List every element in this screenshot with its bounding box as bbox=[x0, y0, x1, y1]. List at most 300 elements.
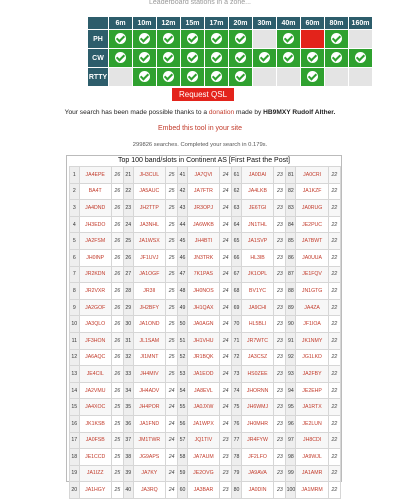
callsign-link[interactable]: JA6AQC bbox=[79, 349, 111, 366]
callsign-link[interactable]: JA1OGF bbox=[133, 266, 165, 283]
table-row bbox=[70, 216, 341, 233]
callsign-link[interactable]: JA0DIN bbox=[241, 482, 273, 499]
slot-count: 24 bbox=[220, 183, 232, 200]
slot-count: 22 bbox=[328, 316, 340, 333]
rank-cell: 82 bbox=[286, 183, 296, 200]
callsign-link[interactable]: JA1OND bbox=[133, 316, 165, 333]
check-icon bbox=[259, 52, 270, 63]
rank-cell: 4 bbox=[70, 216, 80, 233]
rank-cell: 47 bbox=[178, 266, 188, 283]
callsign-link[interactable]: JK1KSB bbox=[79, 415, 111, 432]
rank-cell: 67 bbox=[232, 266, 242, 283]
callsign-link[interactable]: JF3HON bbox=[79, 332, 111, 349]
check-icon bbox=[163, 71, 174, 82]
slot-count: 22 bbox=[328, 465, 340, 482]
slot-count: 24 bbox=[220, 249, 232, 266]
rank-cell: 59 bbox=[178, 465, 188, 482]
callsign-link[interactable]: JA5AUC bbox=[133, 183, 165, 200]
callsign-link[interactable]: JN3TRK bbox=[187, 249, 219, 266]
rank-cell: 100 bbox=[286, 482, 296, 499]
check-icon bbox=[139, 52, 150, 63]
callsign-link[interactable]: JF1IOA bbox=[296, 316, 328, 333]
rank-cell: 90 bbox=[286, 316, 296, 333]
callsign-link[interactable]: JL1SAM bbox=[133, 332, 165, 349]
slot-count: 26 bbox=[111, 366, 123, 383]
rank-cell: 42 bbox=[178, 183, 188, 200]
confirmed-cell bbox=[109, 30, 133, 49]
confirmed-cell bbox=[205, 49, 229, 68]
rank-cell: 53 bbox=[178, 366, 188, 383]
slot-count: 23 bbox=[274, 349, 286, 366]
check-icon bbox=[331, 52, 342, 63]
callsign-link[interactable]: JE2PUC bbox=[296, 216, 328, 233]
callsign-link[interactable]: JA1FND bbox=[133, 415, 165, 432]
callsign-link[interactable]: JA2FSM bbox=[79, 233, 111, 250]
callsign-link[interactable]: JM1TWR bbox=[133, 432, 165, 449]
rank-cell: 73 bbox=[232, 366, 242, 383]
empty-cell bbox=[253, 68, 277, 87]
rank-cell: 7 bbox=[70, 266, 80, 283]
callsign-link[interactable]: JH1VHU bbox=[187, 332, 219, 349]
band-header-5: 20m bbox=[229, 17, 253, 30]
slot-count: 23 bbox=[274, 283, 286, 300]
callsign-link[interactable]: HL5BLI bbox=[241, 316, 273, 333]
callsign-link[interactable]: JH4POR bbox=[133, 399, 165, 416]
callsign-link[interactable]: JHORNN bbox=[241, 382, 273, 399]
callsign-link[interactable]: JH3CUL bbox=[133, 167, 165, 184]
slot-count: 24 bbox=[220, 283, 232, 300]
rank-cell: 45 bbox=[178, 233, 188, 250]
rank-cell: 77 bbox=[232, 432, 242, 449]
callsign-link[interactable]: JH8CDI bbox=[296, 432, 328, 449]
slot-count: 25 bbox=[111, 465, 123, 482]
confirmed-cell bbox=[277, 30, 301, 49]
rank-cell: 69 bbox=[232, 299, 242, 316]
rank-cell: 27 bbox=[124, 266, 134, 283]
callsign-link[interactable]: JA0DAI bbox=[241, 167, 273, 184]
rank-cell: 13 bbox=[70, 366, 80, 383]
mode-label: CW bbox=[88, 49, 109, 68]
slot-count: 23 bbox=[274, 249, 286, 266]
rank-cell: 60 bbox=[178, 482, 188, 499]
check-icon bbox=[211, 33, 222, 44]
slot-count: 23 bbox=[274, 482, 286, 499]
callsign-link[interactable]: JH0INP bbox=[79, 249, 111, 266]
table-row bbox=[70, 183, 341, 200]
slot-count: 25 bbox=[166, 316, 178, 333]
donor-name: HB9MXY Rudolf Alther. bbox=[263, 109, 336, 116]
rank-cell: 51 bbox=[178, 332, 188, 349]
table-row bbox=[70, 349, 341, 366]
callsign-link[interactable]: JA0RUG bbox=[296, 200, 328, 217]
callsign-link[interactable]: JA1IZZ bbox=[79, 465, 111, 482]
callsign-link[interactable]: JA9WJL bbox=[296, 449, 328, 466]
check-icon bbox=[355, 52, 366, 63]
rank-cell: 25 bbox=[124, 233, 134, 250]
callsign-link[interactable]: JG9APS bbox=[133, 449, 165, 466]
slot-count: 22 bbox=[328, 399, 340, 416]
slot-count: 22 bbox=[328, 200, 340, 217]
callsign-link[interactable]: JI1MNT bbox=[133, 349, 165, 366]
slot-count: 22 bbox=[328, 482, 340, 499]
slot-count: 26 bbox=[111, 332, 123, 349]
confirmed-cell bbox=[133, 68, 157, 87]
callsign-link[interactable]: JH4ADV bbox=[133, 382, 165, 399]
callsign-link[interactable]: JA3RQ bbox=[133, 482, 165, 499]
callsign-link[interactable]: JA0UUA bbox=[296, 249, 328, 266]
rank-cell: 68 bbox=[232, 283, 242, 300]
callsign-link[interactable]: HS0ZEE bbox=[241, 366, 273, 383]
callsign-link[interactable]: JA7AUM bbox=[187, 449, 219, 466]
confirmed-cell bbox=[229, 30, 253, 49]
rank-cell: 66 bbox=[232, 249, 242, 266]
confirmed-cell bbox=[277, 49, 301, 68]
check-icon bbox=[187, 33, 198, 44]
slot-count: 23 bbox=[274, 415, 286, 432]
callsign-link[interactable]: JR4FYW bbox=[241, 432, 273, 449]
slot-count: 24 bbox=[220, 382, 232, 399]
rank-cell: 38 bbox=[124, 449, 134, 466]
slot-count: 23 bbox=[274, 316, 286, 333]
slot-count: 23 bbox=[220, 432, 232, 449]
slot-count: 23 bbox=[274, 266, 286, 283]
slot-count: 26 bbox=[111, 200, 123, 217]
callsign-link[interactable]: JE2EHP bbox=[296, 382, 328, 399]
rank-cell: 14 bbox=[70, 382, 80, 399]
rank-cell: 78 bbox=[232, 449, 242, 466]
slot-count: 22 bbox=[328, 449, 340, 466]
slot-count: 25 bbox=[166, 266, 178, 283]
callsign-link[interactable]: JA0CRI bbox=[296, 167, 328, 184]
check-icon bbox=[235, 52, 246, 63]
callsign-link[interactable]: JQ1TIV bbox=[187, 432, 219, 449]
slot-count: 25 bbox=[166, 233, 178, 250]
slot-count: 23 bbox=[274, 299, 286, 316]
confirmed-cell bbox=[229, 49, 253, 68]
rank-cell: 80 bbox=[232, 482, 242, 499]
check-icon bbox=[115, 33, 126, 44]
check-icon bbox=[307, 71, 318, 82]
callsign-link[interactable]: JA3NHL bbox=[133, 216, 165, 233]
callsign-link[interactable]: JA7BWT bbox=[296, 233, 328, 250]
rank-cell: 5 bbox=[70, 233, 80, 250]
empty-cell bbox=[277, 68, 301, 87]
empty-cell bbox=[349, 68, 373, 87]
callsign-link[interactable]: JG1LKD bbox=[296, 349, 328, 366]
callsign-link[interactable]: JA9CHI bbox=[241, 299, 273, 316]
table-row bbox=[70, 167, 341, 184]
callsign-link[interactable]: JN1THL bbox=[241, 216, 273, 233]
slot-count: 24 bbox=[220, 167, 232, 184]
callsign-link[interactable]: JA0AGN bbox=[187, 316, 219, 333]
callsign-link[interactable]: BV1YC bbox=[241, 283, 273, 300]
slot-count: 25 bbox=[166, 299, 178, 316]
callsign-link[interactable]: JA1AMR bbox=[296, 465, 328, 482]
confirmed-cell bbox=[301, 68, 325, 87]
callsign-link[interactable]: JA2VMU bbox=[79, 382, 111, 399]
callsign-link[interactable]: JA2FBY bbox=[296, 366, 328, 383]
rank-cell: 32 bbox=[124, 349, 134, 366]
callsign-link[interactable]: JA1WSX bbox=[133, 233, 165, 250]
empty-cell bbox=[253, 30, 277, 49]
table-row bbox=[70, 249, 341, 266]
callsign-link[interactable]: JA3CSZ bbox=[241, 349, 273, 366]
slot-count: 26 bbox=[111, 316, 123, 333]
callsign-link[interactable]: JA1KZF bbox=[296, 183, 328, 200]
donation-link[interactable]: donation bbox=[208, 109, 235, 116]
support-notice bbox=[0, 109, 400, 116]
check-icon bbox=[187, 71, 198, 82]
top100-title: Top 100 band/slots in Continent AS [First Past the Post] bbox=[118, 157, 290, 164]
slot-count: 23 bbox=[274, 399, 286, 416]
check-icon bbox=[283, 52, 294, 63]
slot-count: 22 bbox=[328, 332, 340, 349]
slot-count: 22 bbox=[328, 266, 340, 283]
slot-count: 24 bbox=[220, 349, 232, 366]
request-qsl-button[interactable]: Request QSL bbox=[172, 88, 234, 101]
rank-cell: 55 bbox=[178, 399, 188, 416]
slot-count: 25 bbox=[166, 283, 178, 300]
slot-count: 24 bbox=[166, 415, 178, 432]
check-icon bbox=[187, 52, 198, 63]
band-header-row bbox=[88, 17, 373, 30]
callsign-link[interactable]: JA4ZA bbox=[296, 299, 328, 316]
slot-count: 24 bbox=[220, 316, 232, 333]
rank-cell: 23 bbox=[124, 200, 134, 217]
slot-count: 23 bbox=[274, 233, 286, 250]
slot-count: 24 bbox=[220, 266, 232, 283]
callsign-link[interactable]: JE4CIL bbox=[79, 366, 111, 383]
rank-cell: 24 bbox=[124, 216, 134, 233]
callsign-link[interactable]: JA1EOD bbox=[187, 366, 219, 383]
slot-count: 26 bbox=[111, 233, 123, 250]
confirmed-cell bbox=[325, 49, 349, 68]
callsign-link[interactable]: JA6WKB bbox=[187, 216, 219, 233]
band-row bbox=[88, 30, 373, 49]
callsign-link[interactable]: JA3QLO bbox=[79, 316, 111, 333]
slot-count: 23 bbox=[274, 216, 286, 233]
confirmed-cell bbox=[181, 49, 205, 68]
table-row bbox=[70, 415, 341, 432]
rank-cell: 34 bbox=[124, 382, 134, 399]
callsign-link[interactable]: JA0JXW bbox=[187, 399, 219, 416]
rank-cell: 75 bbox=[232, 399, 242, 416]
callsign-link[interactable]: JK1OPL bbox=[241, 266, 273, 283]
callsign-link[interactable]: JE2LUN bbox=[296, 415, 328, 432]
slot-count: 24 bbox=[220, 200, 232, 217]
slot-count: 25 bbox=[166, 216, 178, 233]
callsign-link[interactable]: JA4LKB bbox=[241, 183, 273, 200]
rank-cell: 61 bbox=[232, 167, 242, 184]
rank-cell: 50 bbox=[178, 316, 188, 333]
table-row bbox=[70, 432, 341, 449]
slot-count: 26 bbox=[111, 283, 123, 300]
empty-cell bbox=[325, 68, 349, 87]
rank-cell: 41 bbox=[178, 167, 188, 184]
slot-count: 24 bbox=[166, 449, 178, 466]
callsign-link[interactable]: JH6WMJ bbox=[241, 399, 273, 416]
rank-cell: 70 bbox=[232, 316, 242, 333]
slot-count: 22 bbox=[328, 349, 340, 366]
callsign-link[interactable]: JE1CCD bbox=[79, 449, 111, 466]
rank-cell: 54 bbox=[178, 382, 188, 399]
rank-cell: 28 bbox=[124, 283, 134, 300]
slot-count: 23 bbox=[220, 465, 232, 482]
slot-count: 25 bbox=[111, 449, 123, 466]
rank-cell: 20 bbox=[70, 482, 80, 499]
rank-cell: 74 bbox=[232, 382, 242, 399]
rank-cell: 6 bbox=[70, 249, 80, 266]
callsign-link[interactable]: JH2BFY bbox=[133, 299, 165, 316]
slot-count: 24 bbox=[220, 233, 232, 250]
table-row bbox=[70, 332, 341, 349]
callsign-link[interactable]: JH4BTI bbox=[187, 233, 219, 250]
callsign-link[interactable]: JR1BQK bbox=[187, 349, 219, 366]
rank-cell: 36 bbox=[124, 415, 134, 432]
slot-count: 26 bbox=[111, 167, 123, 184]
slot-count: 24 bbox=[166, 465, 178, 482]
rank-cell: 43 bbox=[178, 200, 188, 217]
callsign-link[interactable]: JR3II bbox=[133, 283, 165, 300]
rank-cell: 96 bbox=[286, 415, 296, 432]
slot-count: 22 bbox=[328, 167, 340, 184]
rank-cell: 11 bbox=[70, 332, 80, 349]
confirmed-cell bbox=[109, 49, 133, 68]
slot-count: 26 bbox=[111, 299, 123, 316]
callsign-link[interactable]: JR3OPJ bbox=[187, 200, 219, 217]
confirmed-cell bbox=[325, 30, 349, 49]
callsign-link[interactable]: JA8EVL bbox=[187, 382, 219, 399]
band-header-0: 6m bbox=[109, 17, 133, 30]
callsign-link[interactable]: JA7QVI bbox=[187, 167, 219, 184]
slot-count: 26 bbox=[111, 183, 123, 200]
rank-cell: 85 bbox=[286, 233, 296, 250]
rank-cell: 56 bbox=[178, 415, 188, 432]
rank-cell: 72 bbox=[232, 349, 242, 366]
rank-cell: 2 bbox=[70, 183, 80, 200]
rank-cell: 8 bbox=[70, 283, 80, 300]
callsign-link[interactable]: JH2TTP bbox=[133, 200, 165, 217]
callsign-link[interactable]: 7K1PAS bbox=[187, 266, 219, 283]
callsign-link[interactable]: JH3EDO bbox=[79, 216, 111, 233]
callsign-link[interactable]: JH0NOS bbox=[187, 283, 219, 300]
empty-cell bbox=[109, 68, 133, 87]
callsign-link[interactable]: JA9AVA bbox=[241, 465, 273, 482]
callsign-link[interactable]: JR2KDN bbox=[79, 266, 111, 283]
callsign-link[interactable]: JE2OVG bbox=[187, 465, 219, 482]
slot-count: 25 bbox=[111, 432, 123, 449]
confirmed-cell bbox=[181, 30, 205, 49]
rank-cell: 18 bbox=[70, 449, 80, 466]
callsign-link[interactable]: JA0FSB bbox=[79, 432, 111, 449]
rank-cell: 1 bbox=[70, 167, 80, 184]
rank-cell: 64 bbox=[232, 216, 242, 233]
band-header-9: 80m bbox=[325, 17, 349, 30]
callsign-link[interactable]: JA4EPE bbox=[79, 167, 111, 184]
slot-count: 23 bbox=[274, 366, 286, 383]
band-header-3: 15m bbox=[181, 17, 205, 30]
callsign-link[interactable]: JA7KY bbox=[133, 465, 165, 482]
rank-cell: 79 bbox=[232, 465, 242, 482]
rank-cell: 95 bbox=[286, 399, 296, 416]
rank-cell: 57 bbox=[178, 432, 188, 449]
callsign-link[interactable]: JA1RTX bbox=[296, 399, 328, 416]
callsign-link[interactable]: JA1WPX bbox=[187, 415, 219, 432]
callsign-link[interactable]: JE1FQV bbox=[296, 266, 328, 283]
callsign-link[interactable]: JK1NMY bbox=[296, 332, 328, 349]
callsign-link[interactable]: JE6TGI bbox=[241, 200, 273, 217]
band-mode-matrix bbox=[87, 16, 373, 87]
callsign-link[interactable]: BA4T bbox=[79, 183, 111, 200]
callsign-link[interactable]: JH0MHR bbox=[241, 415, 273, 432]
callsign-link[interactable]: JR2VXR bbox=[79, 283, 111, 300]
rank-cell: 94 bbox=[286, 382, 296, 399]
callsign-link[interactable]: JA2GOF bbox=[79, 299, 111, 316]
callsign-link[interactable]: JH4MIV bbox=[133, 366, 165, 383]
rank-cell: 98 bbox=[286, 449, 296, 466]
callsign-link[interactable]: JR7WTC bbox=[241, 332, 273, 349]
slot-count: 24 bbox=[220, 399, 232, 416]
table-row bbox=[70, 382, 341, 399]
confirmed-cell bbox=[253, 49, 277, 68]
search-stats: 299826 searches. Completed your search in 0.179s. bbox=[132, 142, 268, 148]
mode-label: RTTY bbox=[88, 68, 109, 87]
rank-cell: 84 bbox=[286, 216, 296, 233]
rank-cell: 29 bbox=[124, 299, 134, 316]
slot-count: 24 bbox=[220, 366, 232, 383]
callsign-link[interactable]: JA4DND bbox=[79, 200, 111, 217]
callsign-link[interactable]: JA1MRM bbox=[296, 482, 328, 499]
rank-cell: 58 bbox=[178, 449, 188, 466]
slot-count: 25 bbox=[111, 399, 123, 416]
callsign-link[interactable]: JA7FTR bbox=[187, 183, 219, 200]
rank-cell: 99 bbox=[286, 465, 296, 482]
slot-count: 24 bbox=[220, 415, 232, 432]
slot-count: 23 bbox=[274, 465, 286, 482]
rank-cell: 10 bbox=[70, 316, 80, 333]
rank-cell: 52 bbox=[178, 349, 188, 366]
check-icon bbox=[331, 33, 342, 44]
rank-cell: 83 bbox=[286, 200, 296, 217]
slot-count: 25 bbox=[166, 200, 178, 217]
callsign-link[interactable]: HL3IB bbox=[241, 249, 273, 266]
table-row bbox=[70, 482, 341, 499]
check-icon bbox=[163, 52, 174, 63]
slot-count: 23 bbox=[220, 449, 232, 466]
rank-cell: 81 bbox=[286, 167, 296, 184]
check-icon bbox=[235, 33, 246, 44]
callsign-link[interactable]: JH1QAX bbox=[187, 299, 219, 316]
table-row bbox=[70, 299, 341, 316]
callsign-link[interactable]: JA1HGY bbox=[79, 482, 111, 499]
slot-count: 25 bbox=[166, 366, 178, 383]
callsign-link[interactable]: JF1UVJ bbox=[133, 249, 165, 266]
slot-count: 24 bbox=[220, 332, 232, 349]
slot-count: 24 bbox=[220, 216, 232, 233]
callsign-link[interactable]: JA3BAR bbox=[187, 482, 219, 499]
table-row bbox=[70, 449, 341, 466]
top100-table bbox=[69, 166, 341, 499]
confirmed-cell bbox=[181, 68, 205, 87]
slot-count: 25 bbox=[111, 482, 123, 499]
callsign-link[interactable]: JF2LFO bbox=[241, 449, 273, 466]
rank-cell: 46 bbox=[178, 249, 188, 266]
callsign-link[interactable]: JA4XOC bbox=[79, 399, 111, 416]
rank-cell: 89 bbox=[286, 299, 296, 316]
callsign-link[interactable]: JA1SVP bbox=[241, 233, 273, 250]
callsign-link[interactable]: JN1GTG bbox=[296, 283, 328, 300]
embed-tool-link[interactable]: Embed this tool in your site bbox=[157, 125, 243, 132]
